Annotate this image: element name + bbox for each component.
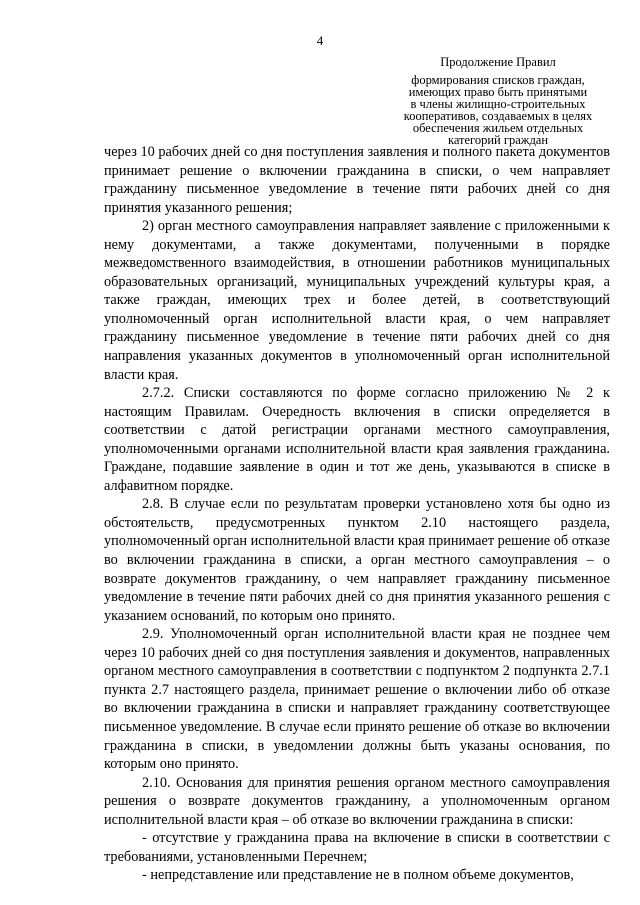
header-subtitle-line: обеспечения жильем отдельных: [412, 121, 584, 135]
page-number: 4: [316, 33, 324, 48]
paragraph-item-2: 2) орган местного самоуправления направляет заявление с приложенными к нему документами, а также документами, полученными в порядке межведомственного взаимодействия, в отношении работников муниципальных образовательных организаций, муниципальных учреждений культуры края, а также граждан, имеющих трех и более детей, в соответствующий уполномоченный орган исполнительной власти края, о чем направляет гражданину письменное уведомление в течение пяти рабочих дней со дня направления указанных документов в уполномоченный орган исполнительной власти края.: [104, 218, 610, 383]
paragraph-2-10: 2.10. Основания для принятия решения органом местного самоуправления решения о возврате документов гражданину, а уполномоченным органом исполнительной власти края – об отказе во включении гражданина в списки:: [104, 774, 610, 828]
header-subtitle-line: формирования списков граждан,: [411, 73, 585, 87]
paragraph-continued: через 10 рабочих дней со дня поступления заявления и полного пакета документов принимает решение о включении гражданина в списки, о чем направляет гражданину письменное уведомление в течение пяти рабочих дней со дня принятия указанного решения;: [104, 144, 610, 216]
header-subtitle-line: имеющих право быть принятыми: [408, 85, 588, 99]
header-title: Продолжение Правил: [440, 55, 556, 69]
paragraph-2-9: 2.9. Уполномоченный орган исполнительной власти края не позднее чем через 10 рабочих дней со дня поступления заявления и документов, направленных органом местного самоуправления в соответствии с подпунктом 2 подпункта 2.7.1 пункта 2.7 настоящего раздела, принимает решение о включении либо об отказе во включении гражданина в списки и направляет гражданину соответствующее письменное уведомление. В случае если принято решение об отказе во включении гражданина в списки, в уведомлении должны быть указаны основания, по которым оно принято.: [104, 626, 610, 773]
document-body: [104, 143, 610, 885]
paragraph-2-7-2: 2.7.2. Списки составляются по форме согласно приложению № 2 к настоящим Правилам. Очередность включения в списки определяется в соответствии с датой регистрации органами местного самоуправления, уполномоченными органами исполнительной власти края заявления гражданина. Граждане, подавшие заявление в один и тот же день, указываются в списке в алфавитном порядке.: [104, 385, 610, 494]
paragraph-bullet-1: - отсутствие у гражданина права на включение в списки в соответствии с требованиями, установленными Перечнем;: [104, 830, 610, 865]
header-subtitle-line: категорий граждан: [447, 133, 549, 147]
paragraph-bullet-2: - непредставление или представление не в полном объеме документов,: [142, 867, 574, 884]
header-subtitle-line: в члены жилищно-строительных: [410, 97, 586, 111]
paragraph-2-8: 2.8. В случае если по результатам проверки установлено хотя бы одно из обстоятельств, предусмотренных пунктом 2.10 настоящего раздела, уполномоченный орган исполнительной власти края принимает решение об отказе во включении гражданина в списки, а орган местного самоуправления – о возврате документов гражданину, о чем направляет гражданину письменное уведомление в течение пяти рабочих дней со дня принятия указанного решения с указанием оснований, по которым оно принято.: [104, 496, 610, 624]
header-subtitle-line: кооперативов, создаваемых в целях: [403, 109, 593, 123]
document-header: [398, 56, 598, 146]
